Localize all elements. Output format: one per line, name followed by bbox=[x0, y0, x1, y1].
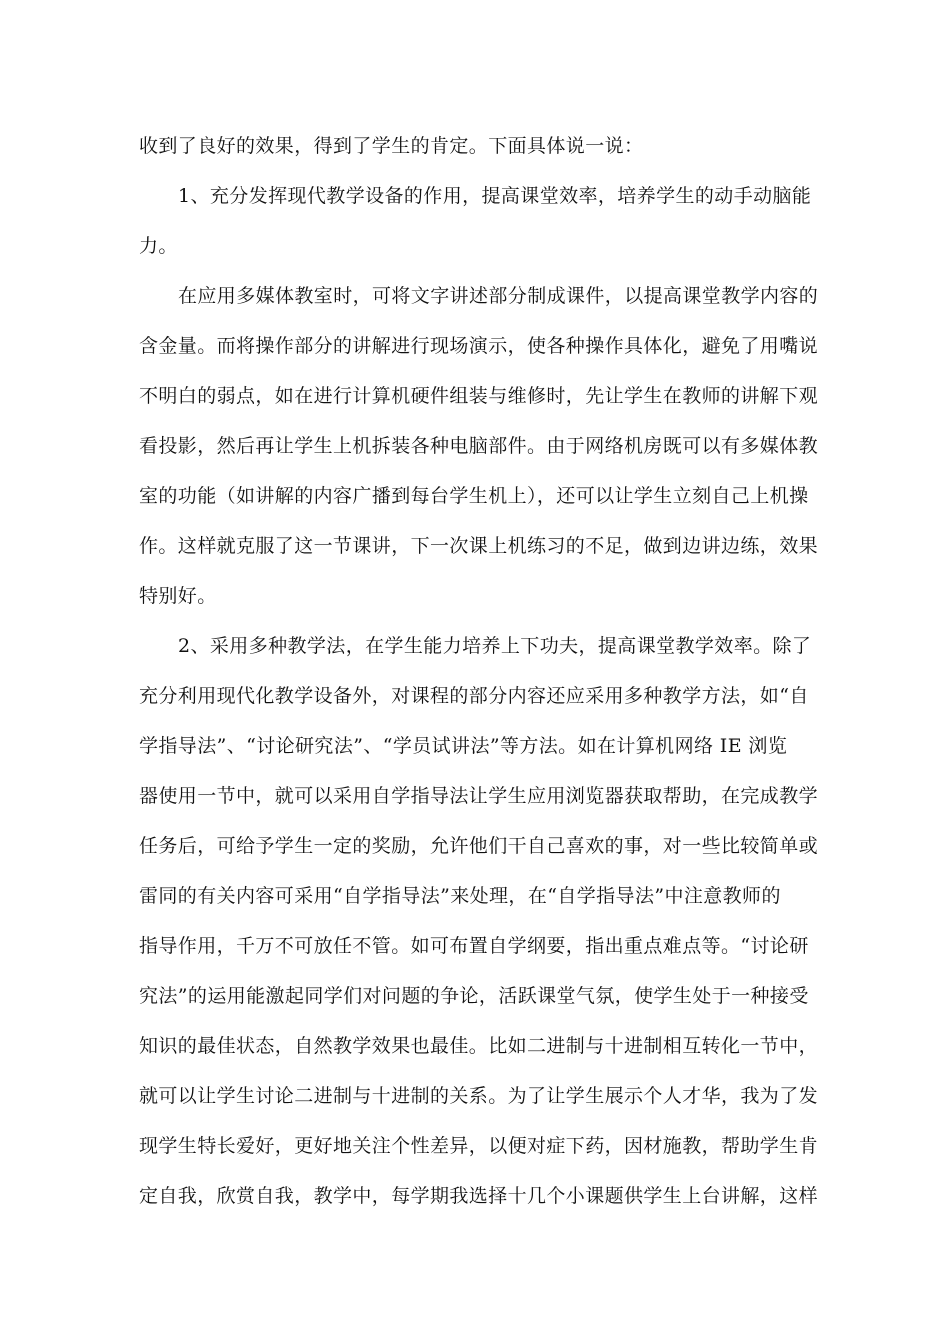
text-line: 作。这样就克服了这一节课讲，下一次课上机练习的不足，做到边讲边练，效果 bbox=[139, 535, 819, 557]
text-line: 定自我，欣赏自我，教学中，每学期我选择十几个小课题供学生上台讲解，这样 bbox=[139, 1185, 819, 1207]
text-line: 任务后，可给予学生一定的奖励，允许他们干自己喜欢的事，对一些比较简单或 bbox=[139, 835, 819, 857]
text-line: 室的功能（如讲解的内容广播到每台学生机上），还可以让学生立刻自己上机操 bbox=[139, 485, 809, 507]
text-line: 学指导法”、“讨论研究法”、“学员试讲法”等方法。如在计算机网络 IE 浏览 bbox=[139, 735, 788, 757]
text-line: 指导作用，千万不可放任不管。如可布置自学纲要，指出重点难点等。“讨论研 bbox=[139, 935, 809, 957]
text-line: 收到了良好的效果，得到了学生的肯定。下面具体说一说： bbox=[139, 135, 644, 157]
text-line: 知识的最佳状态，自然教学效果也最佳。比如二进制与十进制相互转化一节中， bbox=[139, 1035, 819, 1057]
text-line: 特别好。 bbox=[139, 585, 217, 607]
text-line: 1、充分发挥现代教学设备的作用，提高课堂效率，培养学生的动手动脑能 bbox=[178, 185, 812, 207]
text-line: 含金量。而将操作部分的讲解进行现场演示，使各种操作具体化，避免了用嘴说 bbox=[139, 335, 819, 357]
text-line: 究法”的运用能激起同学们对问题的争论，活跃课堂气氛，使学生处于一种接受 bbox=[139, 985, 809, 1007]
text-line: 不明白的弱点，如在进行计算机硬件组装与维修时，先让学生在教师的讲解下观 bbox=[139, 385, 819, 407]
text-line: 2、采用多种教学法，在学生能力培养上下功夫，提高课堂教学效率。除了 bbox=[178, 635, 812, 657]
text-line: 器使用一节中，就可以采用自学指导法让学生应用浏览器获取帮助，在完成教学 bbox=[139, 785, 819, 807]
text-line: 现学生特长爱好，更好地关注个性差异，以便对症下药，因材施教，帮助学生肯 bbox=[139, 1135, 819, 1157]
text-line: 力。 bbox=[139, 235, 178, 257]
text-line: 在应用多媒体教室时，可将文字讲述部分制成课件，以提高课堂教学内容的 bbox=[178, 285, 819, 307]
text-line: 充分利用现代化教学设备外，对课程的部分内容还应采用多种教学方法，如“自 bbox=[139, 685, 809, 707]
text-line: 就可以让学生讨论二进制与十进制的关系。为了让学生展示个人才华，我为了发 bbox=[139, 1085, 819, 1107]
text-line: 看投影，然后再让学生上机拆装各种电脑部件。由于网络机房既可以有多媒体教 bbox=[139, 435, 819, 457]
text-line: 雷同的有关内容可采用“自学指导法”来处理，在“自学指导法”中注意教师的 bbox=[139, 885, 781, 907]
